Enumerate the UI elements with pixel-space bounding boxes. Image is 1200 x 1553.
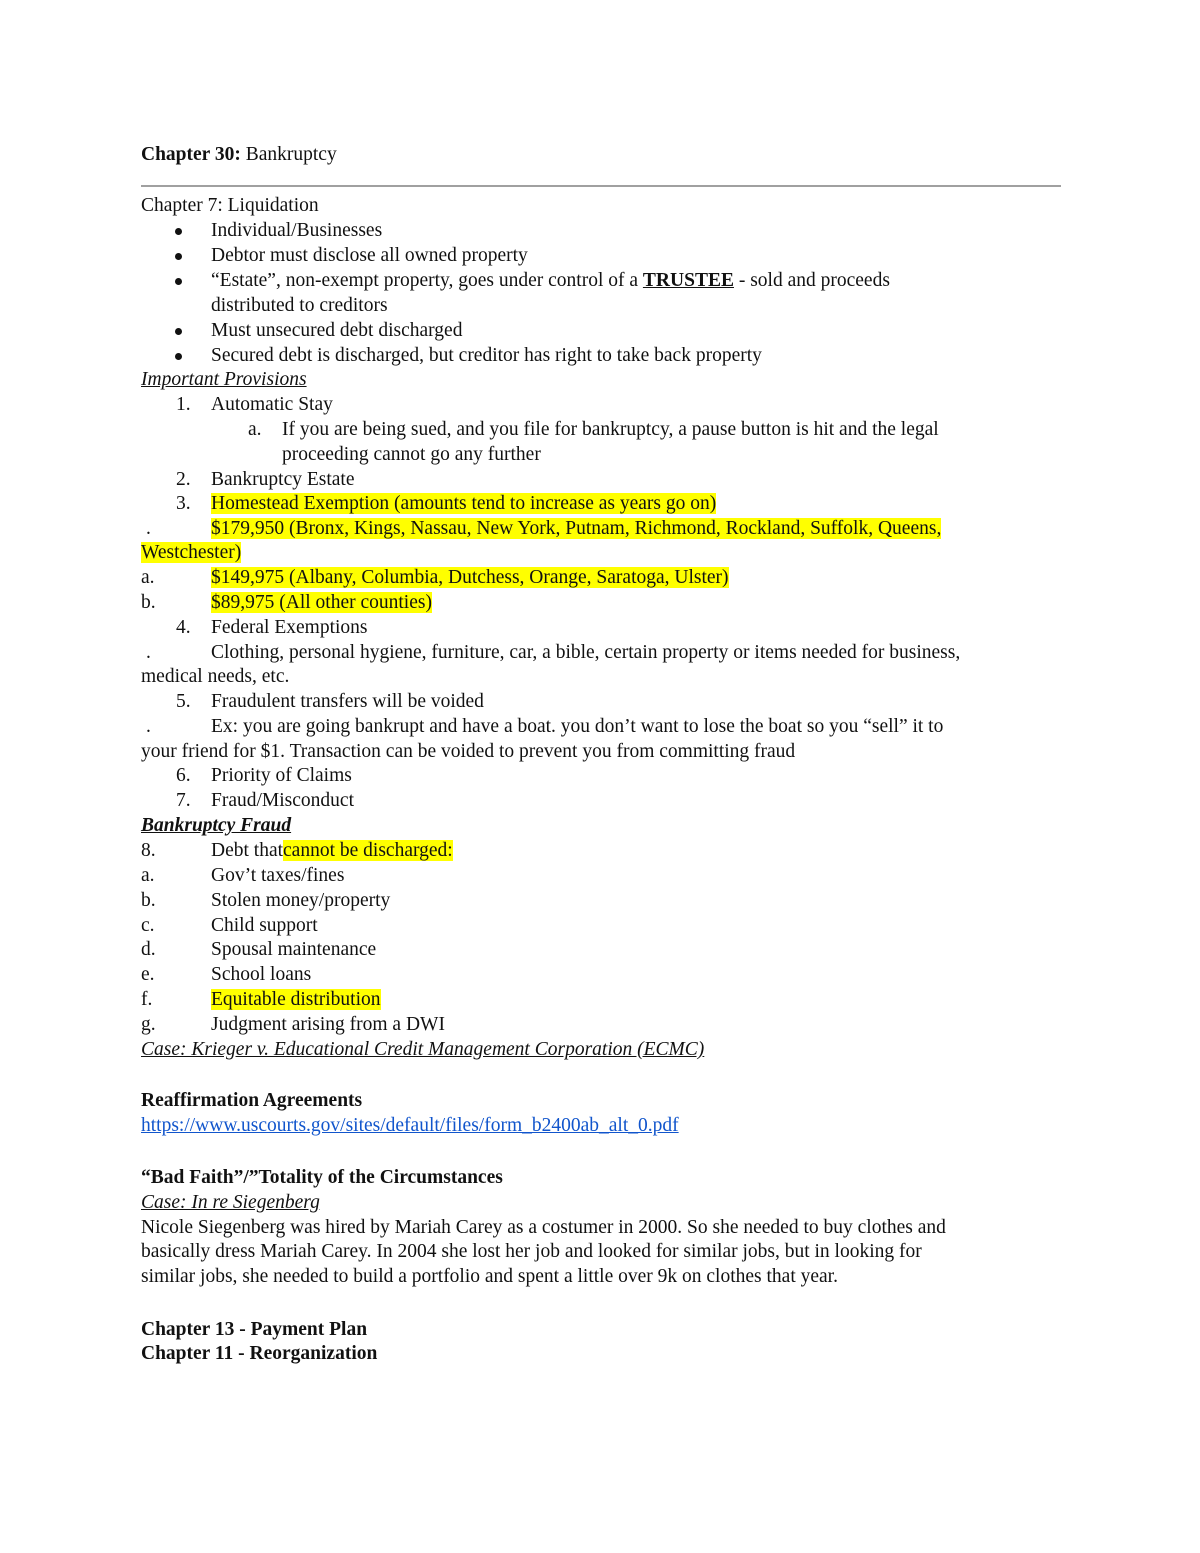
case-citation: Case: In re Siegenberg [141,1192,320,1213]
highlighted-text: cannot be discharged: [283,840,453,861]
bullet-icon [175,328,182,335]
bullet-icon [175,228,182,235]
list-subitem-continuation: Westchester) [141,542,242,563]
paragraph-line: Nicole Siegenberg was hired by Mariah Carey as a costumer in 2000. So she needed to buy clothes and [141,1217,946,1238]
chapter13-heading: Chapter 13 - Payment Plan [141,1319,368,1340]
list-number: 8. [141,840,156,861]
case-citation: Case: Krieger v. Educational Credit Management Corporation (ECMC) [141,1039,705,1060]
horizontal-rule [141,185,1061,187]
paragraph-line: basically dress Mariah Carey. In 2004 she lost her job and looked for similar jobs, but in looking for [141,1241,922,1262]
list-subitem: If you are being sued, and you file for bankruptcy, a pause button is hit and the legal [282,419,939,440]
list-subitem-highlighted: Equitable distribution [211,989,381,1010]
list-subitem-continuation: proceeding cannot go any further [282,444,541,465]
list-letter: g. [141,1014,156,1035]
list-subitem: Gov’t taxes/fines [211,865,345,886]
list-letter: e. [141,964,155,985]
provisions-heading: Important Provisions [141,369,307,390]
list-number: 6. [176,765,191,786]
bullet-item: Must unsecured debt discharged [211,320,463,341]
list-item: Federal Exemptions [211,617,368,638]
list-marker: . [146,518,151,539]
list-item-highlighted: Homestead Exemption (amounts tend to increase as years go on) [211,493,717,514]
list-subitem-highlighted: $89,975 (All other counties) [211,592,432,613]
title-chapter: Chapter 30: [141,144,241,165]
bullet-icon [175,353,182,360]
list-letter: a. [141,567,155,588]
bullet-item-continuation: distributed to creditors [211,295,388,316]
list-number: 5. [176,691,191,712]
form-link[interactable]: https://www.uscourts.gov/sites/default/files/form_b2400ab_alt_0.pdf [141,1115,679,1136]
list-number: 4. [176,617,191,638]
list-subitem: Judgment arising from a DWI [211,1014,445,1035]
page-title [141,143,337,167]
list-subitem: School loans [211,964,312,985]
list-subitem: Stolen money/property [211,890,391,911]
list-subitem: Ex: you are going bankrupt and have a boat. you don’t want to lose the boat so you “sell” it to [211,716,944,737]
list-subitem-continuation: medical needs, etc. [141,666,290,687]
list-subitem-continuation: your friend for $1. Transaction can be voided to prevent you from committing fraud [141,741,796,762]
list-item: Fraudulent transfers will be voided [211,691,484,712]
bad-faith-heading: “Bad Faith”/”Totality of the Circumstances [141,1167,503,1188]
list-letter: b. [141,890,156,911]
list-subitem: Spousal maintenance [211,939,377,960]
list-number: 3. [176,493,191,514]
list-letter: c. [141,915,155,936]
list-marker: . [146,716,151,737]
list-item: Priority of Claims [211,765,352,786]
list-letter: d. [141,939,156,960]
trustee-term: TRUSTEE [642,270,734,291]
list-item: Fraud/Misconduct [211,790,354,811]
list-subitem: Clothing, personal hygiene, furniture, car, a bible, certain property or items needed for business, [211,642,961,663]
bullet-icon [175,278,182,285]
list-letter: a. [248,419,262,440]
list-letter: a. [141,865,155,886]
list-number: 2. [176,469,191,490]
bullet-icon [175,253,182,260]
list-item: Bankruptcy Estate [211,469,355,490]
list-subitem: Child support [211,915,318,936]
list-marker: . [146,642,151,663]
chapter7-heading: Chapter 7: Liquidation [141,195,319,216]
list-item: Automatic Stay [211,394,333,415]
list-number: 7. [176,790,191,811]
bullet-item: Debtor must disclose all owned property [211,245,528,266]
bullet-item: “Estate”, non-exempt property, goes under control of a TRUSTEE - sold and proceeds [211,270,890,291]
bullet-item: Secured debt is discharged, but creditor has right to take back property [211,345,762,366]
bullet-item: Individual/Businesses [211,220,383,241]
list-letter: f. [141,989,153,1010]
list-letter: b. [141,592,156,613]
chapter11-heading: Chapter 11 - Reorganization [141,1343,378,1364]
fraud-heading: Bankruptcy Fraud [141,815,292,836]
list-number: 1. [176,394,191,415]
paragraph-line: similar jobs, she needed to build a portfolio and spent a little over 9k on clothes that year. [141,1266,838,1287]
list-subitem-highlighted: $149,975 (Albany, Columbia, Dutchess, Orange, Saratoga, Ulster) [211,567,729,588]
reaffirmation-heading: Reaffirmation Agreements [141,1090,363,1111]
list-subitem-highlighted: $179,950 (Bronx, Kings, Nassau, New York, Putnam, Richmond, Rockland, Suffolk, Queens, [211,518,942,539]
list-item: Debt thatcannot be discharged: [211,840,453,861]
title-subject: Bankruptcy [245,144,337,165]
